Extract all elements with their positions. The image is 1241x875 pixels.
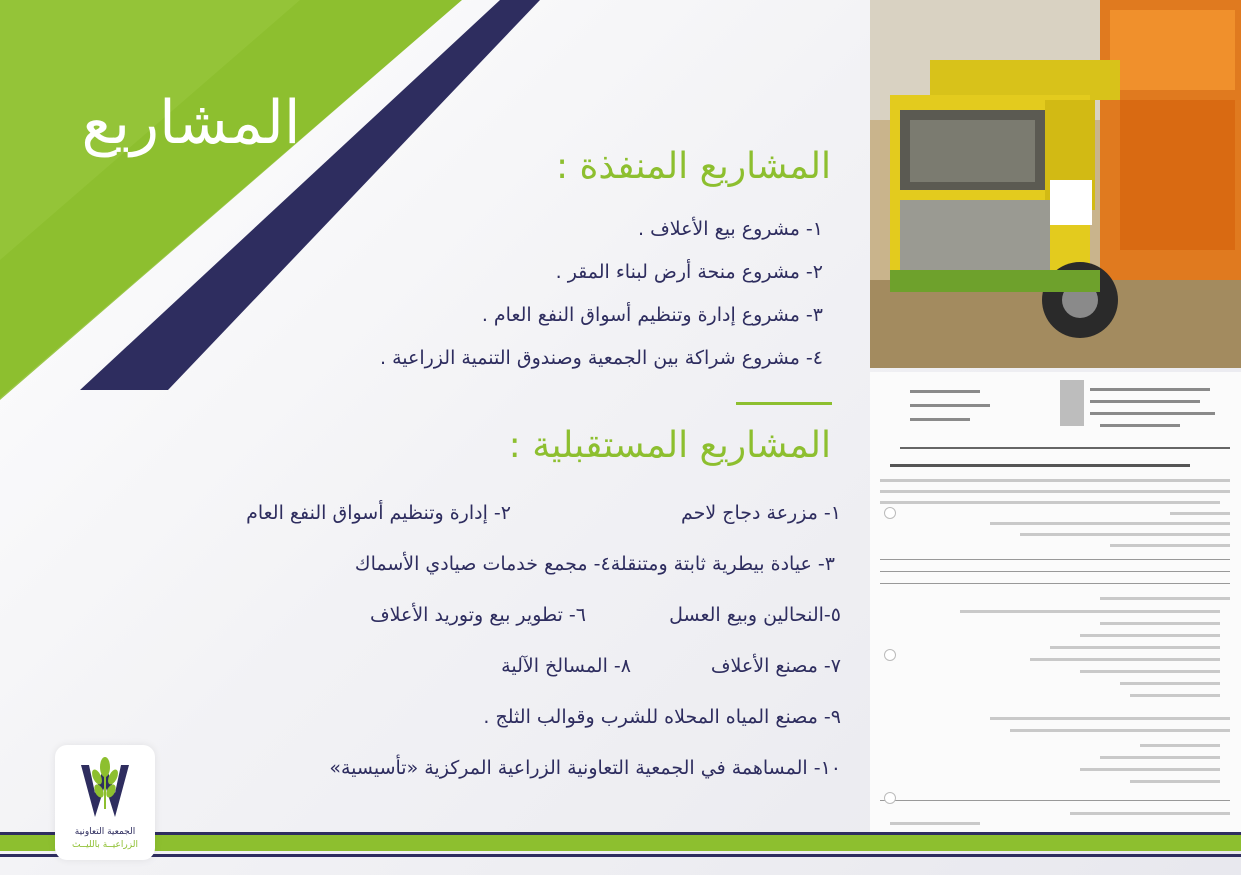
list-item: ٥-النحالين وبيع العسل xyxy=(669,604,841,626)
wheat-logo-icon xyxy=(55,745,155,825)
list-item: ٦- تطوير بيع وتوريد الأعلاف xyxy=(369,604,586,626)
list-item: ٩- مصنع المياه المحلاه للشرب وقوالب الثلج . xyxy=(483,706,841,728)
bottom-stripes xyxy=(0,832,1241,875)
section-divider xyxy=(736,402,832,405)
list-row xyxy=(81,641,841,692)
future-projects-list xyxy=(81,488,841,794)
list-item: ٤- مشروع شراكة بين الجمعية وصندوق التنمية الزراعية . xyxy=(380,347,823,369)
list-item: ٢- إدارة وتنظيم أسواق النفع العام xyxy=(246,502,511,524)
list-row xyxy=(81,539,841,590)
list-item: ١- مزرعة دجاج لاحم xyxy=(680,502,841,524)
implemented-projects-title: المشاريع المنفذة : xyxy=(555,146,831,187)
list-item: ١٠- المساهمة في الجمعية التعاونية الزراعية المركزية «تأسيسية» xyxy=(329,757,841,779)
scanned-document xyxy=(870,372,1241,834)
list-row xyxy=(81,590,841,641)
list-item: ٨- المسالخ الآلية xyxy=(501,655,631,677)
list-row xyxy=(81,692,841,743)
logo-subtitle: الزراعيــة بالليــث xyxy=(72,840,138,850)
future-projects-title: المشاريع المستقبلية : xyxy=(508,425,831,466)
list-item: ١- مشروع بيع الأعلاف . xyxy=(637,218,823,240)
implemented-projects-list xyxy=(203,208,823,380)
page-title: المشاريع xyxy=(81,88,301,158)
list-row xyxy=(81,488,841,539)
list-item: ٢- مشروع منحة أرض لبناء المقر . xyxy=(555,261,823,283)
list-item: ٧- مصنع الأعلاف xyxy=(710,655,841,677)
list-item: ٤- مجمع خدمات صيادي الأسماك xyxy=(354,553,611,575)
logo-card xyxy=(55,745,155,860)
list-item: ٣- مشروع إدارة وتنظيم أسواق النفع العام . xyxy=(481,304,823,326)
truck-photo xyxy=(870,0,1241,368)
list-item: ٣- عيادة بيطرية ثابتة ومتنقلة xyxy=(610,553,835,575)
logo-name: الجمعية التعاونية xyxy=(74,827,136,837)
list-row xyxy=(81,743,841,794)
